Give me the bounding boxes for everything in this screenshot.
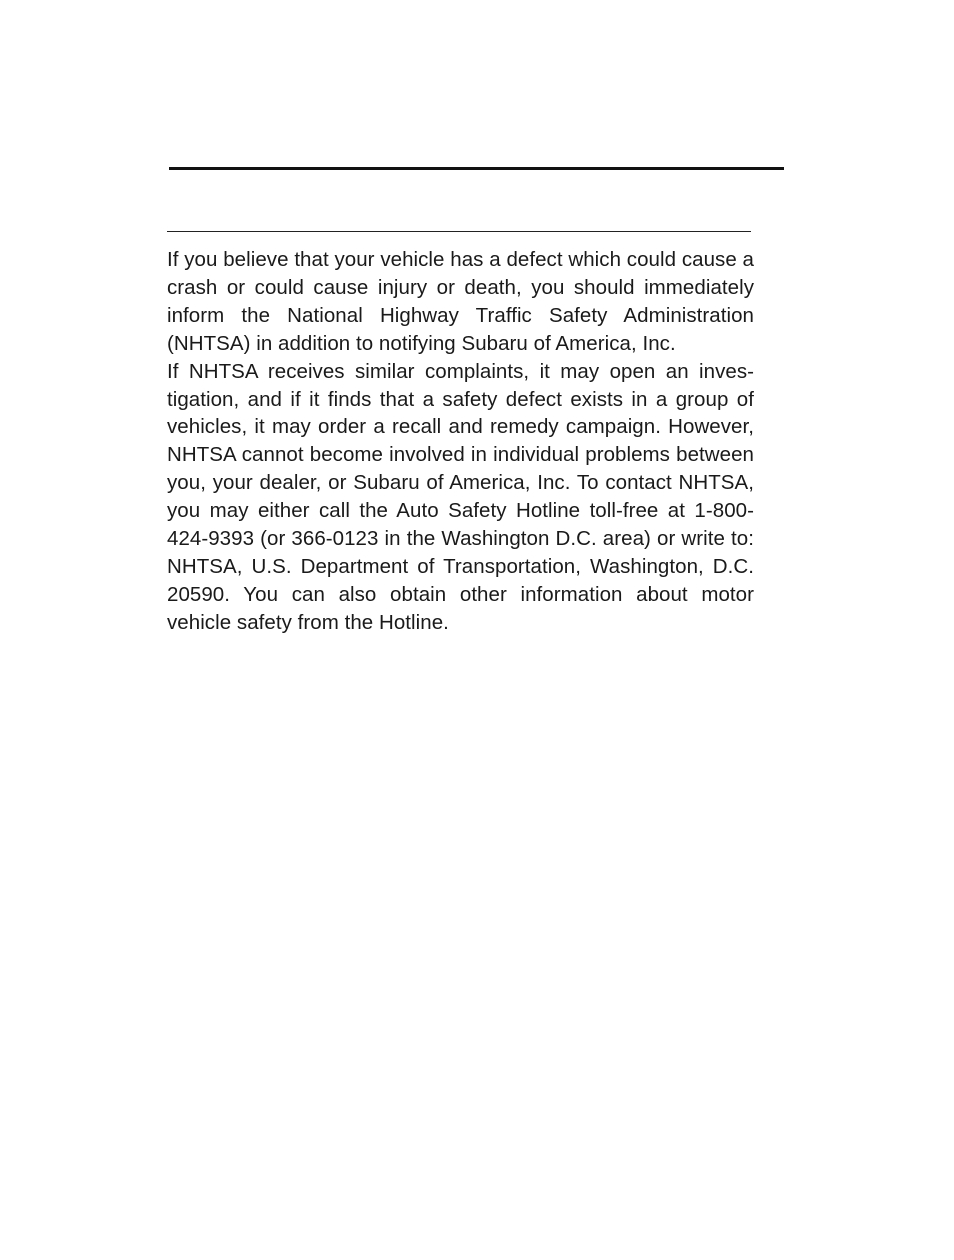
section-rule [167,231,751,232]
body-text [167,246,754,637]
header-rule [169,167,784,170]
paragraph-nhtsa-contact: If NHTSA receives similar complaints, it may open an investigation, and if it finds that a safety defect exists in a group of vehicles, it may order a recall and remedy campaign. However, NHTSA cannot become involved in individual problems between you, your dealer, or Subaru of America, Inc. To contact NHTSA, you may either call the Auto Safety Hotline toll-free at 1-800-424-9393 (or 366-0123 in the Washington D.C. area) or write to: NHTSA, U.S. Department of Transportation, Washington, D.C. 20590. You can also obtain other information about motor vehicle safety from the Hotline. [167,359,754,634]
paragraph-defect-reporting: If you believe that your vehicle has a defect which could cause a crash or could cause injury or death, you should immediately inform the National Highway Traffic Safety Administration (NHTSA) in addition to notifying Subaru of America, Inc. [167,248,754,355]
